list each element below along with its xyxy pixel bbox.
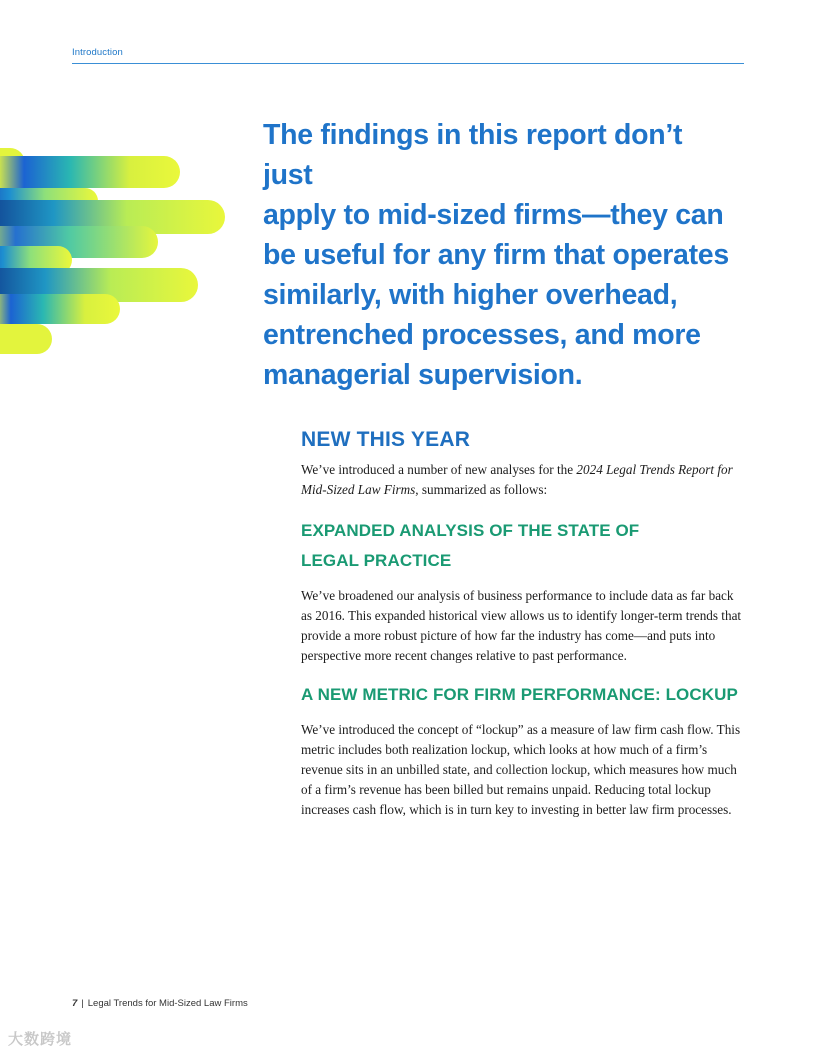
pull-quote-line: The findings in this report don’t just [263,119,683,191]
pull-quote-line: entrenched processes, and more [263,319,701,351]
section-heading-line: EXPANDED ANALYSIS OF THE STATE OF [301,521,640,540]
report-title-italic: 2024 Legal Trends Report for Mid-Sized Law Firms [301,462,733,497]
section-heading-line: LEGAL PRACTICE [301,551,452,570]
section-body-lockup: We’ve introduced the concept of “lockup” as a measure of law firm cash flow. This metric includes both realization lockup, which looks at how much of a firm’s revenue sits in an unbilled state, and collection lockup, which measures how much of a firm’s revenue has been billed but remains unpaid. Reducing total lockup increases cash flow, which is in turn key to investing in better law firm processes. [301,722,741,817]
watermark: 大数跨境 [8,1031,73,1048]
pull-quote-line: be useful for any firm that operates [263,239,729,271]
section-heading-line: A NEW METRIC FOR FIRM PERFORMANCE: LOCKUP [301,685,738,704]
new-this-year-intro [301,460,751,500]
stripe [0,324,52,354]
pull-quote-line: apply to mid-sized firms—they can [263,199,724,231]
footer-title: Legal Trends for Mid-Sized Law Firms [87,998,248,1009]
new-this-year-heading: NEW THIS YEAR [301,428,471,451]
intro-text: We’ve introduced a number of new analyses for the [301,462,577,477]
intro-text-end: , summarized as follows: [415,482,548,497]
page-number: 7 [72,998,78,1009]
pull-quote [263,115,733,395]
section-label: Introduction [72,47,123,58]
section-heading-lockup [301,680,751,710]
page-footer [72,998,248,1009]
pull-quote-line: similarly, with higher overhead, [263,279,678,311]
section-heading-expanded-analysis [301,516,751,576]
header-rule [72,63,744,64]
footer-separator: | [81,998,84,1009]
main-content [301,426,751,820]
section-body-expanded-analysis: We’ve broadened our analysis of business performance to include data as far back as 2016. This expanded historical view allows us to identify longer-term trends that provide a more robust picture of how far the industry has come—and puts into perspective more recent changes relative to past performance. [301,588,742,663]
stripe [0,156,180,188]
pull-quote-line: managerial supervision. [263,359,583,391]
stripe [0,294,120,324]
decorative-gradient-stripes [0,148,230,363]
